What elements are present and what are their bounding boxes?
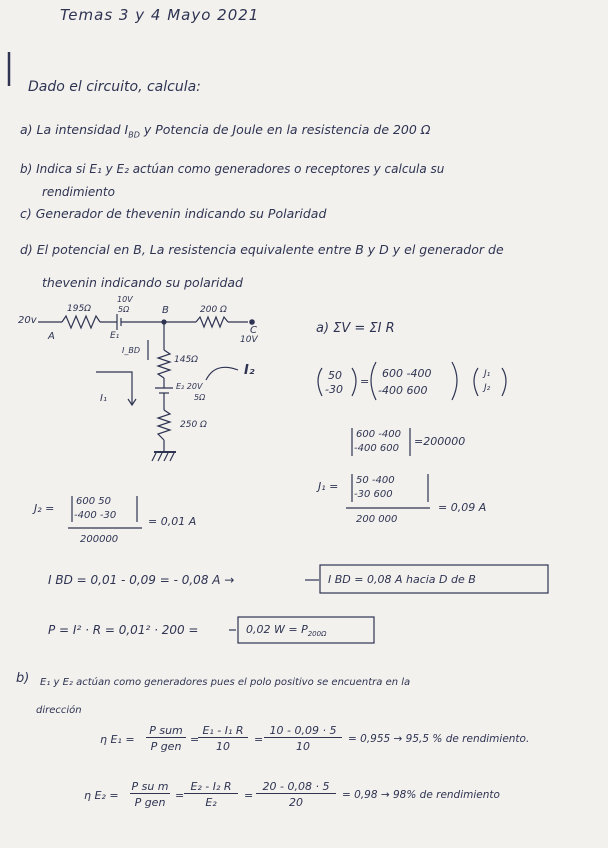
node-c (250, 320, 254, 324)
j2-result: = 0,01 A (148, 515, 197, 528)
b-line-1: E₁ y E₂ actúan como generadores pues el polo positivo se encuentra en la (40, 677, 411, 688)
loop-i2-arrow (206, 367, 238, 380)
resistor-250 (158, 410, 170, 440)
label-20v: 20v (18, 315, 37, 326)
eta1-frac-3-num: 10 - 0,09 · 5 (269, 724, 337, 737)
matrix-left-paren-r (352, 368, 356, 396)
eta1-frac-2-num: E₁ - I₁ R (202, 724, 244, 737)
eta1-frac-1-den: P gen (146, 737, 186, 753)
question-a-rest: y Potencia de Joule en la resistencia de 200 Ω (139, 122, 431, 137)
eta2-frac-2-num: E₂ - I₂ R (190, 780, 232, 793)
ibd-box-text: I BD = 0,08 A hacia D de B (328, 573, 476, 586)
m-equals: = (360, 375, 370, 388)
label-10v: 10V (117, 295, 133, 304)
eta2-frac-3 (256, 780, 336, 809)
ibd-line: I BD = 0,01 - 0,09 = - 0,08 A → (48, 573, 235, 587)
matrix-left-paren-l (318, 368, 322, 396)
question-b-line1: b) Indica si E₁ y E₂ actúan como generadores o receptores y calcula su (20, 162, 445, 176)
a-heading: a) ΣV = ΣI R (316, 321, 395, 336)
resistor-145 (158, 350, 170, 378)
eta1-frac-1 (146, 724, 186, 753)
eta1-eq-2: = (254, 733, 264, 746)
eta2-frac-2-den: E₂ (184, 793, 238, 809)
j2-label: J₂ = (34, 502, 55, 515)
eta2-eq-2: = (244, 789, 254, 802)
label-5: 5Ω (118, 305, 130, 314)
eta2-eq-1: = (175, 789, 185, 802)
eta2-frac-2 (184, 780, 238, 809)
matrix-mid-paren-l (371, 362, 376, 400)
label-e2: E₂ 20V (176, 382, 203, 391)
label-i2: I₂ (244, 363, 255, 378)
m-left-1: 50 (328, 369, 342, 382)
label-5b: 5Ω (194, 393, 206, 402)
eta1-eq-1: = (190, 733, 200, 746)
question-c: c) Generador de thevenin indicando su Polaridad (20, 206, 327, 221)
label-i1: I₁ (100, 393, 107, 404)
eta1-frac-3-den: 10 (264, 737, 342, 753)
m-mid-1: 600 -400 (382, 367, 432, 380)
eta1-frac-2 (198, 724, 248, 753)
b-label: b) (16, 671, 30, 686)
label-b: B (162, 305, 169, 316)
label-250: 250 Ω (180, 420, 207, 430)
question-d-line1: d) El potencial en B, La resistencia equivalente entre B y D y el generador de (20, 242, 504, 257)
eta2-result: = 0,98 → 98% de rendimiento (342, 789, 500, 801)
eta1-frac-2-den: 10 (198, 737, 248, 753)
question-a-sub: BD (128, 130, 140, 140)
m-left-2: -30 (325, 383, 343, 396)
det-row-1: 600 -400 (356, 429, 401, 440)
question-b-line2: rendimiento (42, 185, 115, 199)
matrix-right-paren-r (502, 368, 506, 396)
question-d-line2: thevenin indicando su polaridad (42, 275, 243, 290)
power-box-value: 0,02 W = P (246, 623, 308, 636)
m-right-1: J₁ (484, 369, 491, 379)
det-result: =200000 (414, 435, 466, 448)
eta2-frac-1-den: P gen (130, 793, 170, 809)
eta2-frac-1-num: P su m (131, 780, 169, 793)
power-box-text (246, 624, 326, 638)
eta2-frac-1 (130, 780, 170, 809)
m-mid-2: -400 600 (378, 384, 428, 397)
label-c: C (250, 325, 257, 336)
j2-row-2: -400 -30 (74, 510, 117, 521)
m-right-2: J₂ (484, 383, 491, 393)
power-line: P = I² · R = 0,01² · 200 = (48, 623, 199, 637)
power-box-sub: 200Ω (307, 630, 327, 639)
eta1-result: = 0,955 → 95,5 % de rendimiento. (348, 733, 530, 745)
label-e1: E₁ (110, 331, 120, 341)
intro-line: Dado el circuito, calcula: (28, 79, 201, 95)
j2-den: 200000 (80, 534, 119, 545)
eta1-frac-3 (264, 724, 342, 753)
matrix-mid-paren-r (452, 362, 457, 400)
label-145: 145Ω (174, 355, 199, 365)
ground-hatch-2 (158, 453, 162, 461)
eta2-frac-3-num: 20 - 0,08 · 5 (262, 780, 330, 793)
eta2-lhs: η E₂ = (84, 789, 119, 802)
j1-label: J₁ = (318, 480, 339, 493)
resistor-195 (62, 316, 100, 328)
j1-result: = 0,09 A (438, 501, 487, 514)
ground-hatch-3 (164, 453, 168, 461)
ground-hatch-1 (152, 453, 156, 461)
b-line-2: dirección (36, 705, 82, 716)
eta1-lhs: η E₁ = (100, 733, 135, 746)
label-10v-c: 10V (240, 335, 258, 345)
j1-den: 200 000 (356, 514, 398, 525)
det-row-2: -400 600 (354, 443, 399, 454)
resistor-200 (196, 317, 228, 327)
page-header: Temas 3 y 4 Mayo 2021 (60, 6, 260, 24)
j1-row-2: -30 600 (354, 489, 393, 500)
j1-row-1: 50 -400 (356, 475, 395, 486)
eta2-frac-3-den: 20 (256, 793, 336, 809)
label-a: A (48, 331, 55, 342)
question-a-text: a) La intensidad I (20, 122, 129, 137)
eta1-frac-1-num: P sum (149, 724, 183, 737)
label-ibd: I_BD (122, 346, 141, 355)
label-200: 200 Ω (200, 305, 227, 315)
j2-row-1: 600 50 (76, 496, 111, 507)
matrix-right-paren-l (474, 368, 478, 396)
ground-hatch-4 (170, 453, 174, 461)
label-195: 195Ω (67, 304, 92, 314)
